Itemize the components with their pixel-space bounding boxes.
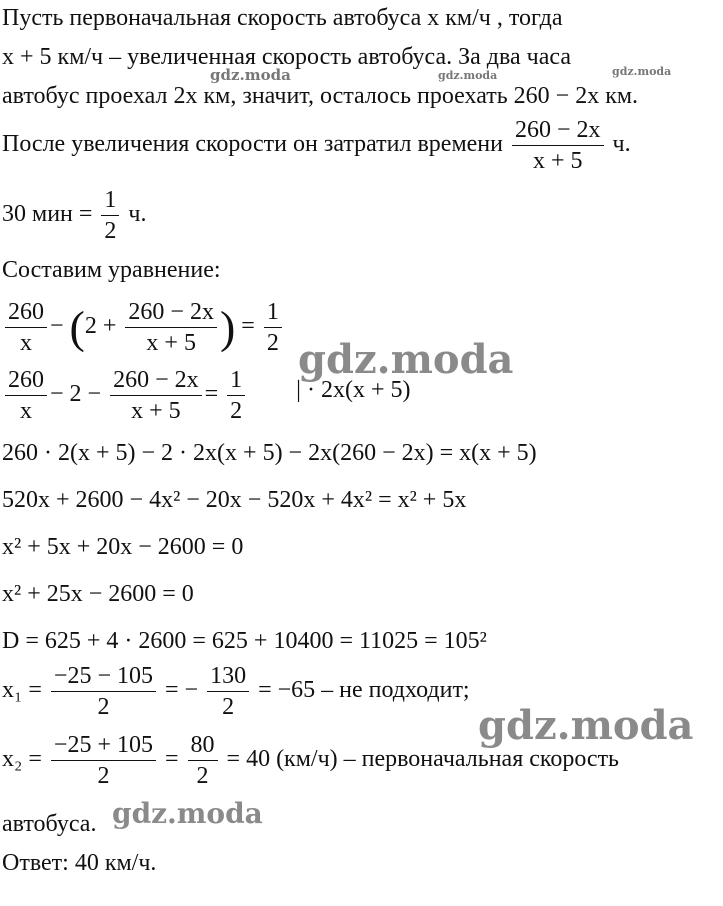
fraction (227, 368, 245, 423)
denominator: 2 (264, 327, 282, 355)
fraction (188, 733, 218, 788)
fraction (125, 300, 217, 355)
equation-3: 260 · 2(x + 5) − 2 · 2x(x + 5) − 2x(260 − 2x) = x(x + 5) (2, 440, 537, 466)
unit: ч. (612, 131, 631, 158)
equals-sign: = (164, 746, 179, 773)
watermark: gdz.moda (210, 66, 291, 84)
two-plus: 2 + (84, 313, 117, 340)
watermark: gdz.moda (438, 69, 498, 82)
root-2-label: x₂ = (2, 746, 42, 773)
denominator: x + 5 (110, 395, 202, 423)
fraction (264, 300, 282, 355)
numerator: −25 − 105 (53, 663, 153, 689)
equation-7: D = 625 + 4 · 2600 = 625 + 10400 = 11025 = 105² (2, 628, 487, 654)
numerator: 80 (190, 732, 215, 758)
text-line-1: Пусть первоначальная скорость автобуса x км/ч , тогда (2, 5, 563, 31)
equation-8 (2, 664, 470, 719)
denominator: x (5, 395, 47, 423)
numerator: 260 (8, 367, 44, 393)
equation-4: 520x + 2600 − 4x² − 20x − 520x + 4x² = x² + 5x (2, 487, 467, 513)
numerator: 1 (230, 367, 243, 393)
equals-minus: = − (164, 677, 199, 704)
minus-two-minus: − 2 − (50, 381, 102, 408)
fraction (5, 300, 47, 355)
text-line-5 (2, 188, 147, 243)
multiplier-note: | · 2x(x + 5) (296, 376, 411, 403)
fraction (5, 368, 47, 423)
answer-line: Ответ: 40 км/ч. (2, 850, 157, 876)
watermark: gdz.moda (612, 65, 672, 78)
denominator: x (5, 327, 47, 355)
minus-sign: − (50, 313, 64, 340)
fraction (51, 733, 156, 788)
close-paren: ) (219, 301, 236, 353)
equation-10: автобуса. (2, 811, 97, 837)
denominator: 2 (51, 691, 156, 719)
text-line-3: автобус проехал 2x км, значит, осталось проехать 260 − 2x км. (2, 83, 639, 109)
equation-5: x² + 5x + 20x − 2600 = 0 (2, 534, 244, 560)
fraction (207, 664, 249, 719)
fraction (110, 368, 202, 423)
numerator: 1 (104, 187, 117, 213)
numerator: 260 (8, 299, 44, 325)
watermark: gdz.moda (112, 797, 263, 830)
text-line-6: Составим уравнение: (2, 257, 221, 283)
denominator: 2 (227, 395, 245, 423)
text-line-2: x + 5 км/ч – увеличенная скорость автобуса. За два часа (2, 44, 571, 70)
equation-6: x² + 25x − 2600 = 0 (2, 581, 194, 607)
denominator: 2 (188, 760, 218, 788)
numerator: 1 (266, 299, 279, 325)
numerator: −25 + 105 (53, 732, 153, 758)
open-paren: ( (69, 301, 85, 353)
denominator: 2 (207, 691, 249, 719)
time-phrase: После увеличения скорости он затратил времени (2, 131, 503, 158)
minutes-equal: 30 мин = (2, 201, 93, 228)
half-fraction (101, 188, 119, 243)
denominator: x + 5 (512, 145, 604, 173)
equals-sign: = (204, 381, 219, 408)
equals-sign: = (241, 313, 255, 340)
numerator: 260 − 2x (128, 299, 214, 325)
unit: ч. (128, 201, 147, 228)
root-1-result: = −65 – не подходит; (258, 677, 470, 704)
watermark: gdz.moda (298, 336, 514, 383)
denominator: x + 5 (125, 327, 217, 355)
time-fraction (512, 118, 604, 173)
fraction (51, 664, 156, 719)
equation-1 (2, 300, 285, 355)
root-2-result: = 40 (км/ч) – первоначальная скорость (226, 746, 620, 773)
numerator: 260 − 2x (515, 117, 601, 143)
root-1-label: x₁ = (2, 677, 42, 704)
numerator: 130 (210, 663, 247, 689)
watermark: gdz.moda (478, 702, 694, 749)
numerator: 260 − 2x (113, 367, 199, 393)
denominator: 2 (101, 215, 119, 243)
text-line-4 (2, 118, 631, 173)
denominator: 2 (51, 760, 156, 788)
